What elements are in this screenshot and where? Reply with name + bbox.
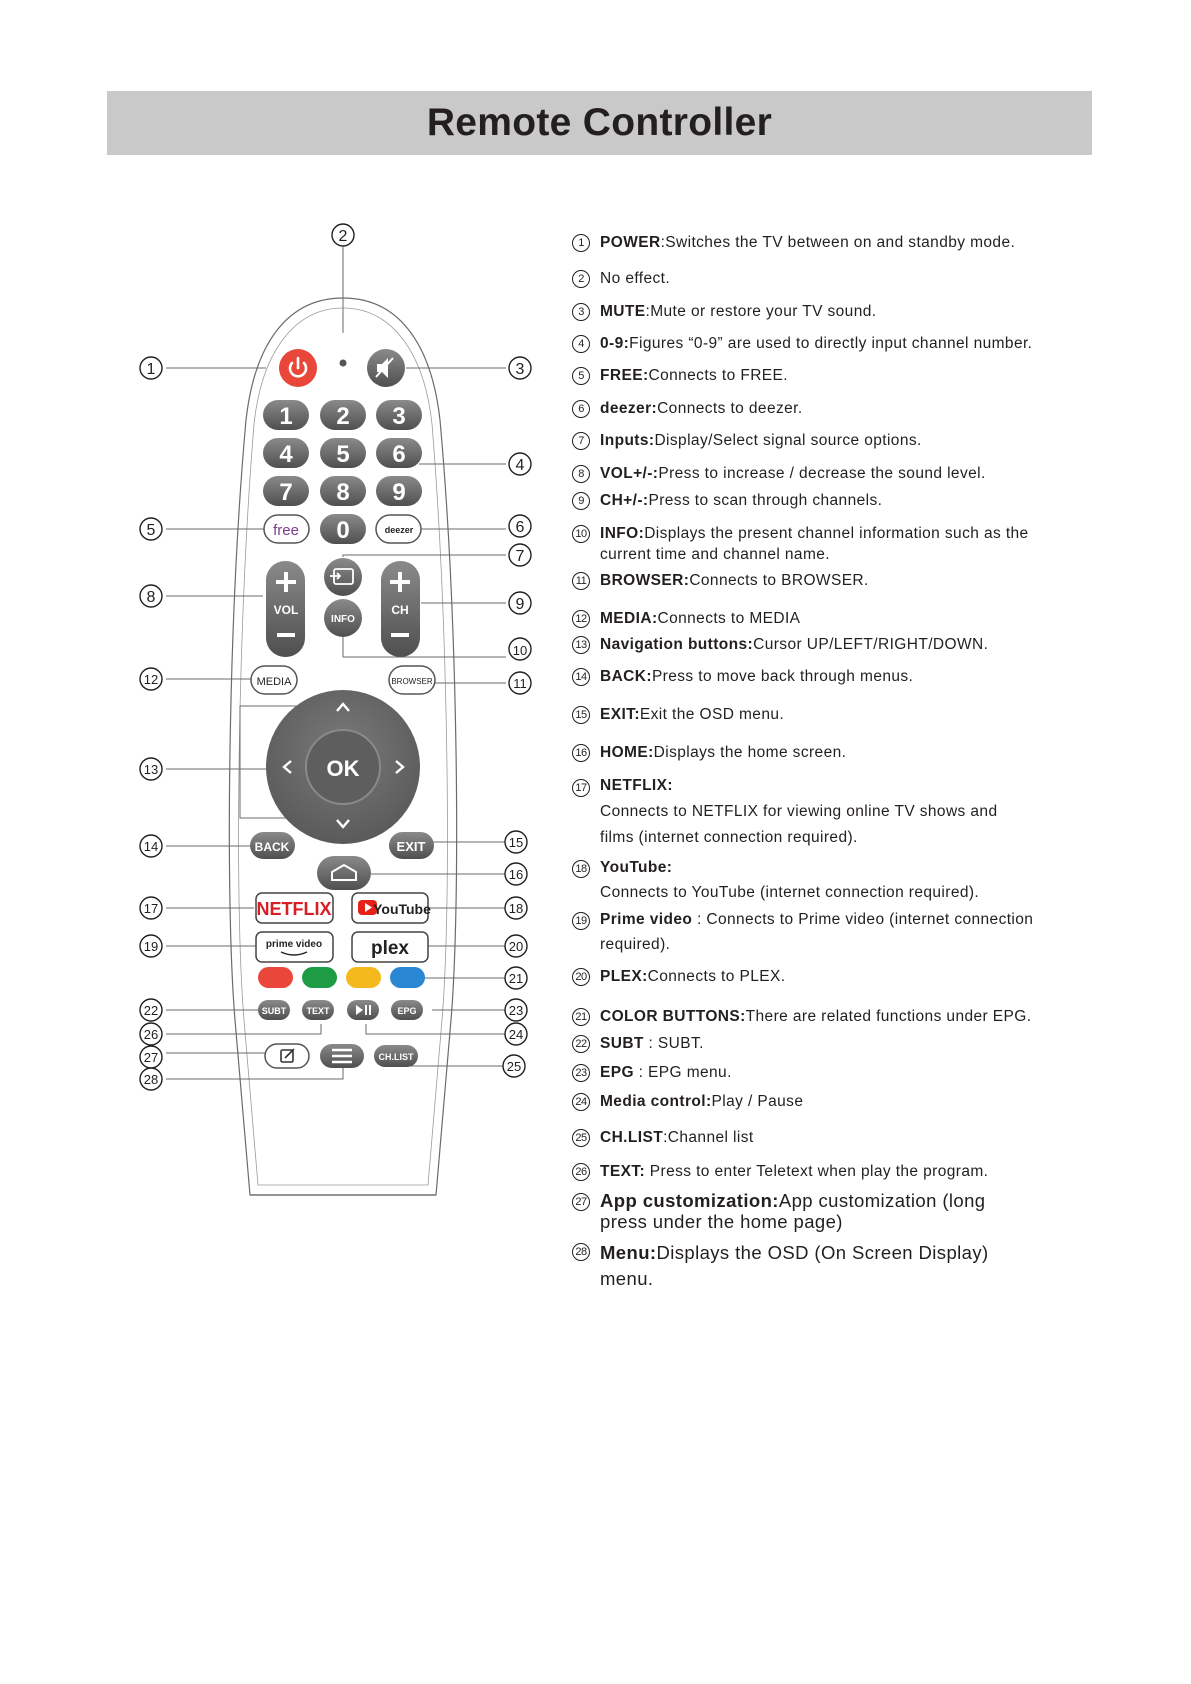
callout-4: [509, 453, 531, 475]
callout-18: [505, 897, 527, 919]
svg-text:24: 24: [508, 1027, 524, 1042]
callout-23: [505, 999, 527, 1021]
svg-text:1: 1: [279, 403, 293, 430]
media-button[interactable]: [251, 666, 297, 694]
svg-text:BACK: BACK: [254, 840, 290, 854]
browser-button[interactable]: [389, 666, 435, 694]
indicator-led: [340, 360, 347, 367]
svg-text:2: 2: [336, 403, 350, 430]
svg-text:INFO: INFO: [331, 614, 355, 625]
desc-item-9: 9 CH+/-:Press to scan through channels.: [572, 490, 1072, 511]
desc-item-24: 24 Media control:Play / Pause: [572, 1091, 1072, 1112]
desc-item-4: 4 0-9:Figures “0-9” are used to directly input channel number.: [572, 333, 1102, 354]
svg-text:SUBT: SUBT: [261, 1006, 287, 1016]
callout-20: [505, 935, 527, 957]
svg-text:16: 16: [508, 867, 524, 882]
svg-text:10: 10: [512, 643, 528, 658]
svg-text:20: 20: [508, 939, 524, 954]
svg-text:27: 27: [143, 1050, 159, 1065]
desc-item-11: 11 BROWSER:Connects to BROWSER.: [572, 570, 1072, 591]
epg-button[interactable]: [391, 1000, 423, 1020]
desc-item-17: 17 NETFLIX: Connects to NETFLIX for viewing online TV shows and films (internet connection required).: [572, 773, 1002, 851]
desc-item-1: 1 POWER:Switches the TV between on and standby mode.: [572, 232, 1072, 253]
play-pause-button[interactable]: [347, 1000, 379, 1020]
desc-item-3: 3 MUTE:Mute or restore your TV sound.: [572, 301, 1072, 322]
svg-text:EXIT: EXIT: [396, 839, 426, 854]
desc-item-27: 27 App customization:App customization (long press under the home page): [572, 1190, 1022, 1232]
ch-rocker[interactable]: [381, 561, 420, 657]
back-button[interactable]: [250, 832, 295, 859]
svg-text:25: 25: [506, 1059, 522, 1074]
svg-text:18: 18: [508, 901, 524, 916]
power-button[interactable]: [279, 349, 317, 387]
desc-item-12: 12 MEDIA:Connects to MEDIA: [572, 608, 1072, 629]
svg-text:7: 7: [279, 479, 293, 506]
callout-24: [505, 1023, 527, 1045]
callout-28: [140, 1068, 162, 1090]
desc-item-8: 8 VOL+/-:Press to increase / decrease the sound level.: [572, 463, 1072, 484]
desc-item-25: 25 CH.LIST:Channel list: [572, 1127, 1072, 1148]
callout-8: [140, 585, 162, 607]
svg-text:CH.LIST: CH.LIST: [378, 1052, 414, 1062]
svg-text:BROWSER: BROWSER: [391, 677, 433, 686]
remote-diagram: [0, 200, 560, 1200]
callout-11: [509, 672, 531, 694]
callout-15: [505, 831, 527, 853]
app-customization-button[interactable]: [265, 1044, 309, 1068]
menu-button[interactable]: [320, 1044, 364, 1068]
svg-text:13: 13: [143, 762, 159, 777]
svg-text:21: 21: [508, 971, 524, 986]
exit-button[interactable]: [389, 832, 434, 859]
desc-item-28: 28 Menu:Displays the OSD (On Screen Display) menu.: [572, 1240, 1012, 1292]
callout-3: [509, 357, 531, 379]
page-header: [107, 91, 1092, 155]
svg-text:14: 14: [143, 839, 159, 854]
svg-text:4: 4: [279, 441, 293, 468]
plex-button[interactable]: [352, 932, 428, 962]
text-button[interactable]: [302, 1000, 334, 1020]
info-button[interactable]: [324, 599, 362, 637]
callout-19: [140, 935, 162, 957]
desc-item-23: 23 EPG : EPG menu.: [572, 1062, 1072, 1083]
svg-text:23: 23: [508, 1003, 524, 1018]
svg-text:17: 17: [143, 901, 159, 916]
svg-text:2: 2: [338, 228, 348, 245]
desc-item-22: 22 SUBT : SUBT.: [572, 1033, 1072, 1054]
desc-item-7: 7 Inputs:Display/Select signal source options.: [572, 430, 1072, 451]
desc-item-18: 18 YouTube: Connects to YouTube (internet connection required).: [572, 855, 1072, 905]
svg-text:12: 12: [143, 672, 159, 687]
svg-text:free: free: [273, 522, 299, 539]
inputs-button[interactable]: [324, 558, 362, 596]
svg-text:19: 19: [143, 939, 159, 954]
svg-text:6: 6: [515, 519, 525, 536]
desc-item-16: 16 HOME:Displays the home screen.: [572, 742, 1072, 763]
desc-item-14: 14 BACK:Press to move back through menus.: [572, 666, 1072, 687]
svg-text:deezer: deezer: [384, 525, 414, 535]
callout-26: [140, 1023, 162, 1045]
svg-text:EPG: EPG: [397, 1006, 417, 1016]
netflix-button[interactable]: [256, 893, 333, 923]
svg-text:8: 8: [146, 589, 156, 606]
callout-12: [140, 668, 162, 690]
callout-25: [503, 1055, 525, 1077]
svg-text:5: 5: [336, 441, 350, 468]
svg-text:4: 4: [515, 457, 525, 474]
callout-9: [509, 592, 531, 614]
svg-text:6: 6: [392, 441, 406, 468]
callout-13: [140, 758, 162, 780]
mute-button[interactable]: [367, 349, 405, 387]
home-button[interactable]: [317, 856, 371, 890]
desc-item-5: 5 FREE:Connects to FREE.: [572, 365, 1072, 386]
desc-item-6: 6 deezer:Connects to deezer.: [572, 398, 1072, 419]
ok-button[interactable]: [306, 730, 380, 804]
youtube-button[interactable]: [352, 893, 431, 923]
svg-text:TEXT: TEXT: [306, 1006, 330, 1016]
svg-text:3: 3: [392, 403, 406, 430]
svg-text:22: 22: [143, 1003, 159, 1018]
svg-text:8: 8: [336, 479, 350, 506]
svg-text:NETFLIX: NETFLIX: [256, 899, 332, 919]
callout-27: [140, 1046, 162, 1068]
svg-text:VOL: VOL: [273, 603, 299, 617]
callout-5: [140, 518, 162, 540]
callout-17: [140, 897, 162, 919]
svg-text:YouTube: YouTube: [373, 901, 431, 917]
callout-6: [509, 515, 531, 537]
callout-14: [140, 835, 162, 857]
svg-text:prime video: prime video: [265, 939, 323, 950]
desc-item-21: 21 COLOR BUTTONS:There are related functions under EPG.: [572, 1006, 1092, 1027]
desc-item-20: 20 PLEX:Connects to PLEX.: [572, 966, 1072, 987]
callout-22: [140, 999, 162, 1021]
svg-text:15: 15: [508, 835, 524, 850]
callout-7: [509, 544, 531, 566]
desc-item-10: 10 INFO:Displays the present channel information such as the current time and channel name.: [572, 523, 1062, 565]
deezer-button[interactable]: [376, 515, 421, 543]
svg-text:1: 1: [146, 361, 156, 378]
svg-text:plex: plex: [370, 938, 410, 959]
svg-text:CH: CH: [391, 603, 409, 617]
svg-text:11: 11: [513, 676, 527, 691]
prime-video-button[interactable]: [256, 932, 333, 962]
svg-text:26: 26: [143, 1027, 159, 1042]
svg-text:7: 7: [515, 548, 525, 565]
page-title: Remote Controller: [426, 101, 773, 144]
svg-text:9: 9: [392, 479, 406, 506]
callout-16: [505, 863, 527, 885]
svg-text:28: 28: [143, 1072, 159, 1087]
desc-item-13: 13 Navigation buttons:Cursor UP/LEFT/RIGHT/DOWN.: [572, 634, 1072, 655]
vol-rocker[interactable]: [266, 561, 305, 657]
svg-text:MEDIA: MEDIA: [256, 676, 292, 688]
callout-21: [505, 967, 527, 989]
svg-text:OK: OK: [326, 756, 360, 781]
desc-item-26: 26 TEXT: Press to enter Teletext when play the program.: [572, 1161, 1072, 1182]
desc-item-15: 15 EXIT:Exit the OSD menu.: [572, 704, 1072, 725]
callout-1: [140, 357, 162, 379]
free-button[interactable]: [264, 515, 309, 543]
ch-list-button[interactable]: [374, 1045, 418, 1067]
desc-item-19: 19 Prime video : Connects to Prime video (internet connection required).: [572, 907, 1072, 957]
desc-item-2: 2 No effect.: [572, 268, 1072, 289]
svg-text:9: 9: [515, 596, 525, 613]
callout-2: [332, 224, 354, 246]
subt-button[interactable]: [258, 1000, 290, 1020]
svg-text:5: 5: [146, 522, 156, 539]
svg-text:0: 0: [336, 517, 350, 544]
svg-text:3: 3: [515, 361, 525, 378]
color-buttons[interactable]: [258, 967, 425, 988]
callout-10: [509, 638, 531, 660]
